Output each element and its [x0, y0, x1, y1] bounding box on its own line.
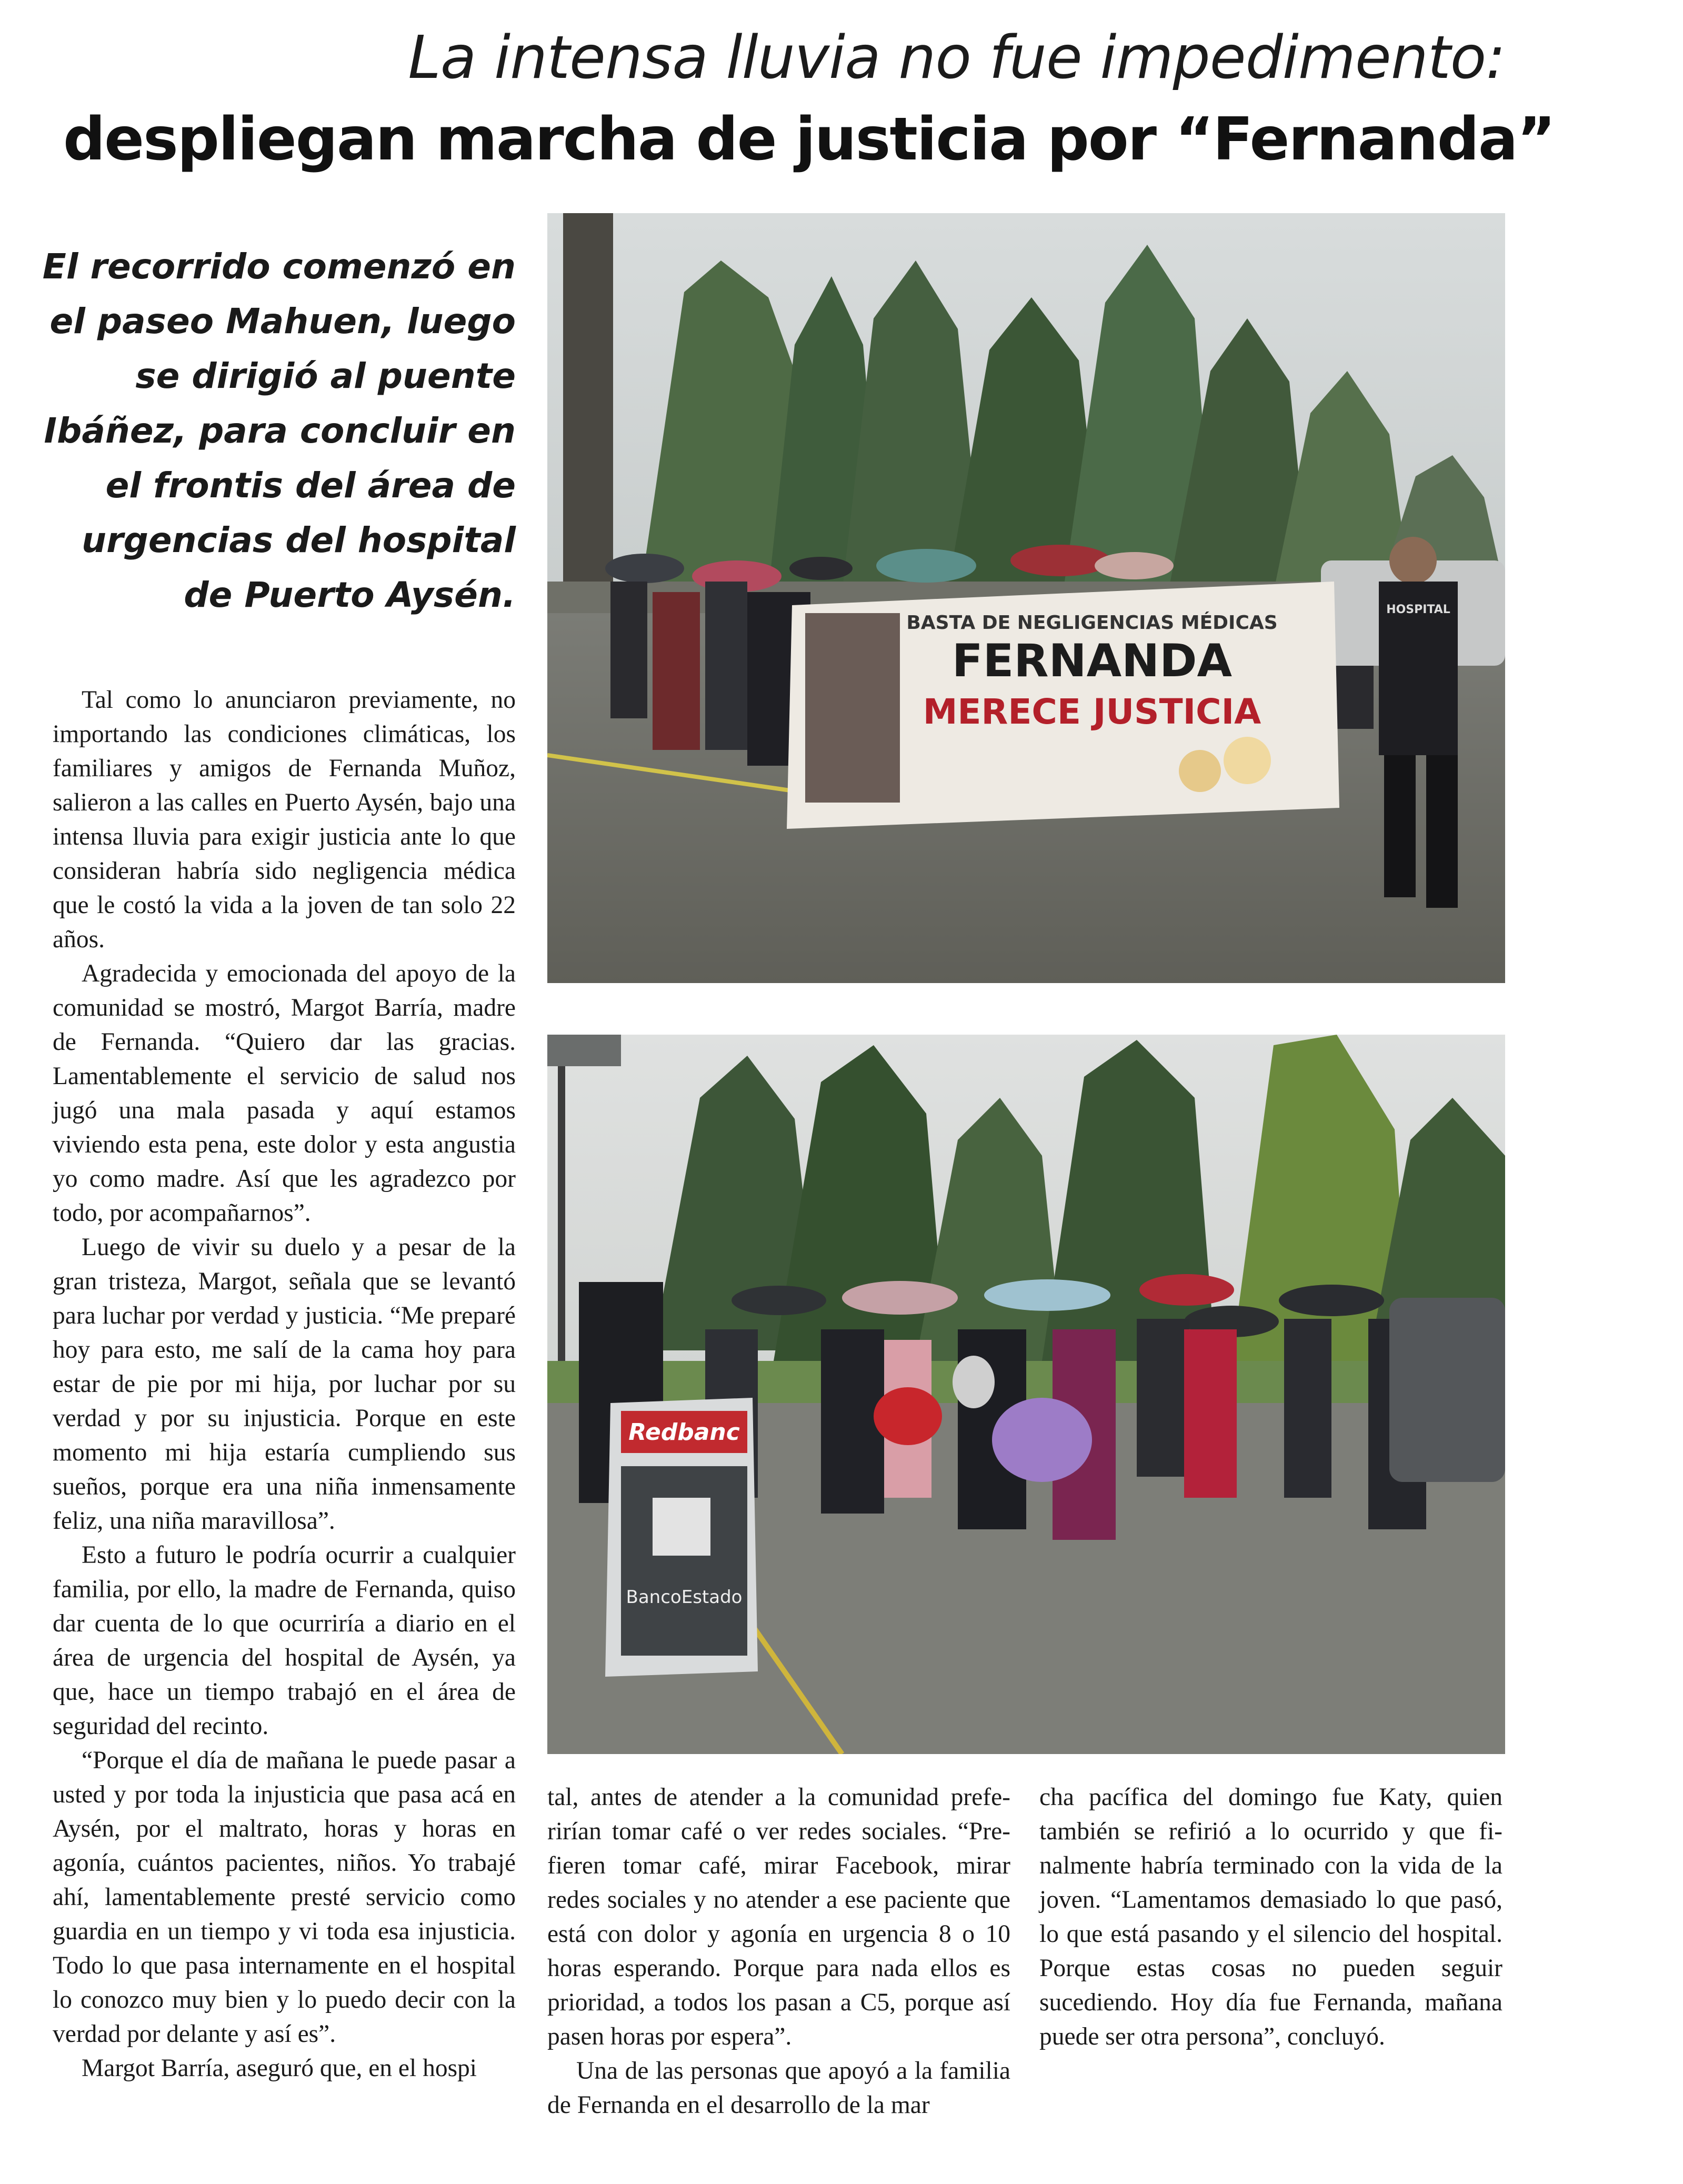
sign-bottom-text: BancoEstado — [626, 1587, 743, 1608]
paragraph: “Porque el día de mañana le puede pasar a usted y por toda la injusticia que pasa acá en Aysén, por el maltrato, horas y horas en agonía, cuántos pacientes, niños. Yo trabajé ahí, lamentablemente presté servicio como guardia en un tiempo y vi toda esa injusticia. Todo lo que pasa internamente en el hospital lo conozco muy bien y lo puedo decir con la verdad por delante y así es”. — [53, 1747, 516, 2048]
banner-top-text: BASTA DE NEGLIGENCIAS MÉDICAS — [906, 612, 1278, 634]
article-column-2 — [547, 1780, 1010, 2122]
paragraph: Margot Barría, aseguró que, en el hospi — [82, 2055, 477, 2082]
paragraph: Esto a futuro le podría ocurrir a cualquier familia, por ello, la madre de Fernanda, quiso dar cuenta de lo que ocurriría a diario en el área de urgencia del hospital de Aysén, ya que, hace un tiempo trabajó en el área de seguridad del recinto. — [53, 1541, 516, 1740]
sign-top-text: Redbanc — [628, 1419, 740, 1446]
banner-bottom-text: MERECE JUSTICIA — [923, 692, 1261, 732]
paragraph: Luego de vivir su duelo y a pesar de la gran tristeza, Margot, señala que se levantó para luchar por verdad y justicia. “Me preparé hoy para esto, me salí de la cama hoy para estar de pie por mi hija, por luchar por su verdad y por su injusticia. Porque en este momento mi hija estaría cumpliendo sus sueños, porque era una niña inmensamente feliz, una niña maravillosa”. — [53, 1234, 516, 1535]
paragraph: Tal como lo anunciaron previamente, no importando las condiciones climáticas, los familiares y amigos de Fernanda Muñoz, salieron a las calles en Puerto Aysén, bajo una intensa lluvia para exigir justicia ante lo que consideran habría sido negligencia médica que le costó la vida a la joven de tan solo 22 años. — [53, 686, 516, 953]
banner-name-text: FERNANDA — [951, 635, 1233, 687]
headline-main: despliegan marcha de justicia por “Fernanda” — [63, 105, 1555, 174]
lead-paragraph: El recorrido comenzó en el paseo Mahuen, luego se dirigió al puente Ibáñez, para concluir en el frontis del área de urgencias del hospital de Puerto Aysén. — [42, 246, 516, 615]
paragraph: Agradecida y emocionada del apoyo de la comunidad se mostró, Margot Barría, madre de Fernanda. “Quiero dar las gracias. Lamentablemente el servicio de salud nos jugó una mala pasada y aquí estamos viviendo esta pena, este dolor y esta angustia yo como madre. Así que les agradezco por todo, por acompañarnos”. — [53, 960, 516, 1227]
paragraph: Una de las personas que apoyó a la familia de Fernanda en el desarrollo de la mar — [547, 2057, 1010, 2119]
march-drums-photo — [547, 1035, 1505, 1754]
article-column-1 — [53, 683, 516, 2086]
paragraph: cha pacífica del domingo fue Katy, quien también se refirió a lo ocurrido y que finalmente habría terminado con la vida de la joven. “Lamentamos demasiado lo que pasó, lo que está pasando y el silencio del hospital. Porque estas cosas no pueden seguir sucediendo. Hoy día fue Fernanda, mañana puede ser otra persona”, concluyó. — [1039, 1784, 1502, 2050]
paragraph: tal, antes de atender a la comunidad preferirían tomar café o ver redes sociales. “Prefieren tomar café, mirar Facebook, mirar redes sociales y no atender a ese paciente que está con dolor y agonía en urgencia 8 o 10 horas esperando. Porque para nada ellos es prioridad, a todos los pasan a C5, porque así pasen horas por espera”. — [547, 1784, 1010, 2050]
march-banner-photo — [547, 213, 1505, 983]
article-column-3 — [1039, 1780, 1502, 2054]
shirt-text: HOSPITAL — [1386, 603, 1450, 616]
headline-kicker: La intensa lluvia no fue impedimento: — [408, 24, 1505, 92]
